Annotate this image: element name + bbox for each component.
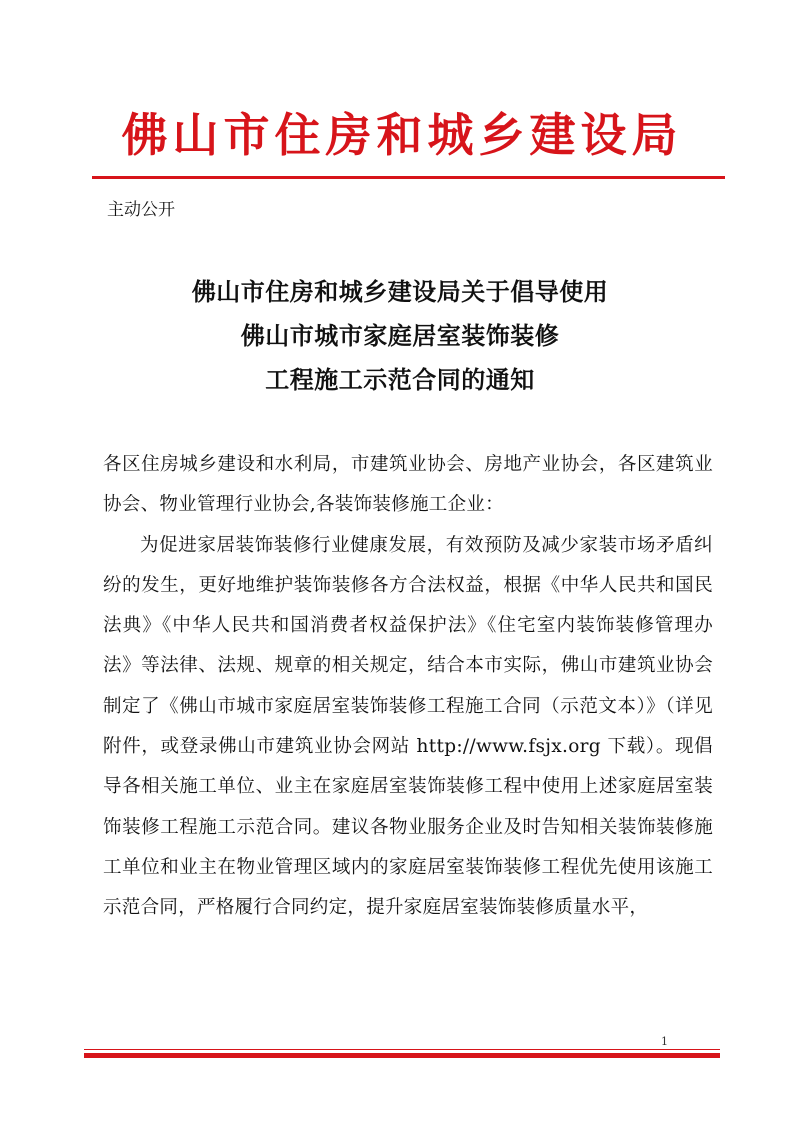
page-number: 1 bbox=[661, 1035, 668, 1048]
footer-red-rule-thick bbox=[84, 1053, 720, 1058]
document-body bbox=[103, 445, 713, 929]
title-line-1: 佛山市住房和城乡建设局关于倡导使用 bbox=[191, 277, 609, 306]
footer-red-rule-thin bbox=[84, 1049, 720, 1050]
document-title bbox=[92, 270, 708, 402]
body-paragraph-1: 为促进家居装饰装修行业健康发展，有效预防及减少家装市场矛盾纠纷的发生，更好地维护装饰装修各方合法权益，根据《中华人民共和国民法典》《中华人民共和国消费者权益保护法》《住宅室内装饰装修管理办法》等法律、法规、规章的相关规定，结合本市实际，佛山市建筑业协会制定了《佛山市城市家庭居室装饰装修工程施工合同（示范文本）》（详见附件，或登录佛山市建筑业协会网站 http://www.fsjx.org 下载）。现倡导各相关施工单位、业主在家庭居室装饰装修工程中使用上述家庭居室装饰装修工程施工示范合同。建议各物业服务企业及时告知相关装饰装修施工单位和业主在物业管理区域内的家庭居室装饰装修工程优先使用该施工示范合同，严格履行合同约定，提升家庭居室装饰装修质量水平， bbox=[103, 534, 713, 919]
title-line-2: 佛山市城市家庭居室装饰装修 bbox=[240, 321, 560, 350]
disclosure-label: 主动公开 bbox=[107, 200, 175, 220]
masthead-red-rule bbox=[92, 176, 725, 179]
agency-masthead: 佛山市住房和城乡建设局 bbox=[121, 108, 683, 162]
addressees-paragraph: 各区住房城乡建设和水利局，市建筑业协会、房地产业协会，各区建筑业协会、物业管理行业协会,各装饰装修施工企业： bbox=[103, 454, 713, 516]
title-line-3: 工程施工示范合同的通知 bbox=[265, 365, 535, 394]
